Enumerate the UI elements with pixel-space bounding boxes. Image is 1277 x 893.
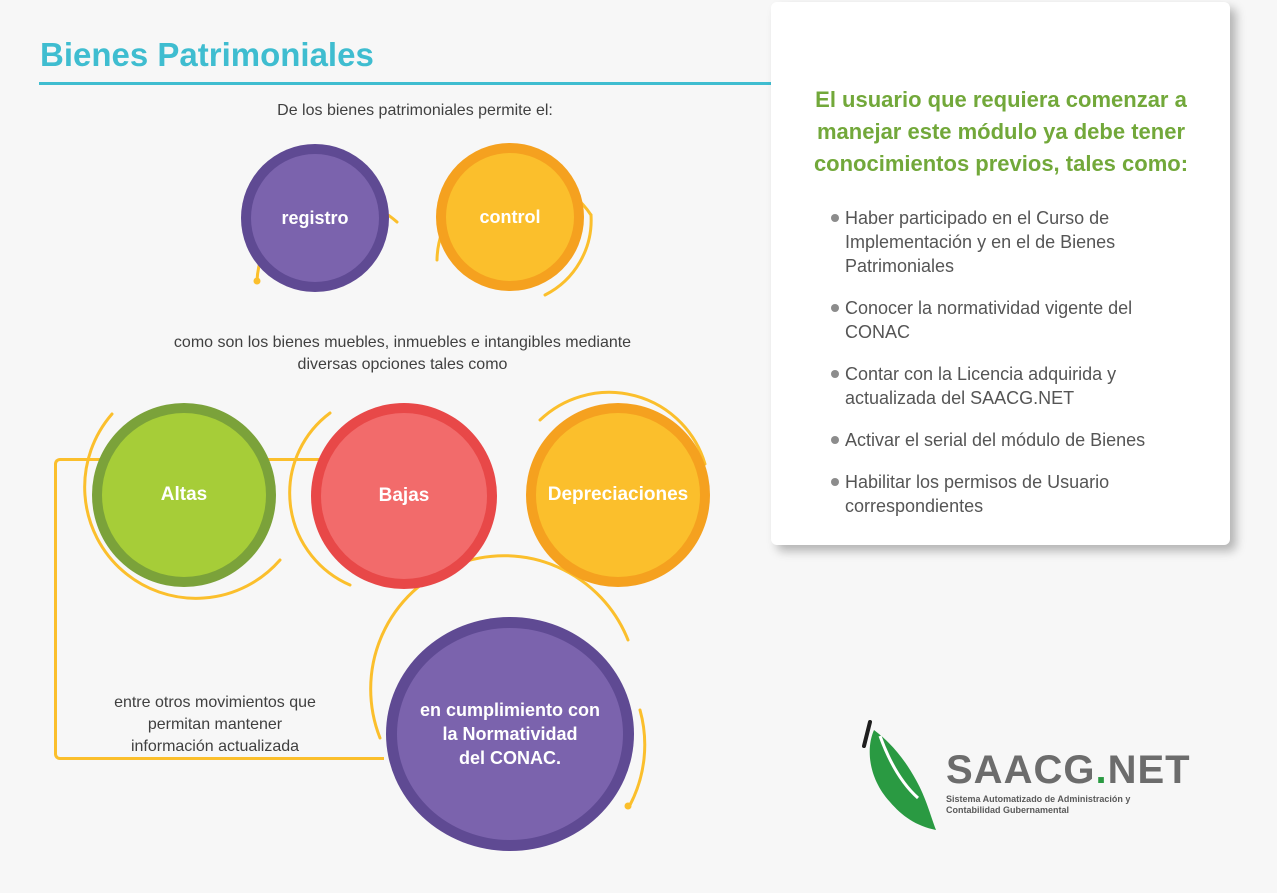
requirements-list (831, 206, 1191, 536)
altas-circle (92, 403, 276, 587)
conac-label-line2: la Normatividad (442, 724, 578, 744)
leaf-icon (860, 718, 950, 834)
bottom-caption: entre otros movimientos que permitan mantener información actualizada (114, 694, 316, 755)
logo-wordmark: SAACG.NET (946, 748, 1191, 792)
card-heading: El usuario que requiera comenzar a manejar este módulo ya debe tener conocimientos previos, tales como: (813, 87, 1189, 176)
intro-caption: De los bienes patrimoniales permite el: (277, 102, 553, 119)
requirements-card (771, 2, 1230, 545)
bajas-label: Bajas (378, 485, 430, 506)
list-item: Habilitar los permisos de Usuario correspondientes (831, 470, 1191, 518)
bullet-icon (831, 478, 839, 486)
list-item: Haber participado en el Curso de Implementación y en el de Bienes Patrimoniales (831, 206, 1191, 278)
middle-caption: como son los bienes muebles, inmuebles e intangibles mediante diversas opciones tales como (173, 334, 632, 373)
registro-circle (241, 144, 389, 292)
logo-subtitle: Sistema Automatizado de Administración y Contabilidad Gubernamental (946, 794, 1131, 815)
list-item: Conocer la normatividad vigente del CONAC (831, 296, 1191, 344)
conac-label-line3: del CONAC. (458, 748, 561, 768)
control-circle (436, 143, 584, 291)
list-item: Activar el serial del módulo de Bienes (831, 428, 1191, 452)
saacg-logo (860, 718, 1190, 834)
depreciaciones-label: Depreciaciones (547, 484, 689, 505)
bullet-icon (831, 370, 839, 378)
depreciaciones-circle (526, 403, 710, 587)
bullet-icon (831, 214, 839, 222)
bullet-icon (831, 304, 839, 312)
bullet-icon (831, 436, 839, 444)
registro-label: registro (281, 207, 349, 228)
altas-label: Altas (160, 484, 208, 505)
control-label: control (479, 206, 541, 227)
bajas-circle (311, 403, 497, 589)
list-item: Contar con la Licencia adquirida y actualizada del SAACG.NET (831, 362, 1191, 410)
conac-label-line1: en cumplimiento con (419, 700, 601, 720)
page-title: Bienes Patrimoniales (40, 36, 374, 73)
conac-circle (386, 617, 634, 851)
